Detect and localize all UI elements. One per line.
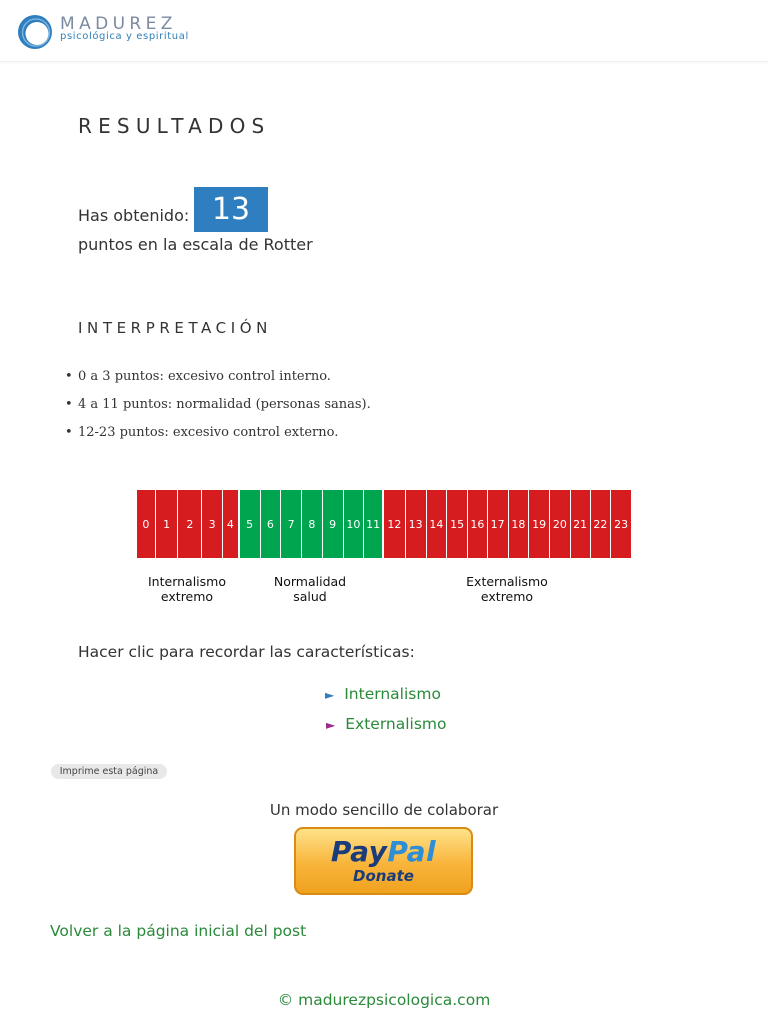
paypal-logo	[296, 837, 471, 867]
paypal-logo-pal: Pal	[387, 835, 437, 868]
scale-cell: 18	[509, 490, 530, 558]
logo-ring-icon[interactable]	[17, 14, 53, 50]
triangle-right-icon: ►	[325, 688, 335, 702]
scale-cell: 3	[202, 490, 223, 558]
list-item-text: 0 a 3 puntos: excesivo control interno.	[78, 369, 331, 384]
collaborate-text: Un modo sencillo de colaborar	[269, 801, 499, 819]
list-item	[62, 425, 371, 453]
back-to-post-link[interactable]: Volver a la página inicial del post	[50, 922, 307, 940]
list-item-text: 12-23 puntos: excesivo control externo.	[78, 425, 339, 440]
list-item-text: 4 a 11 puntos: normalidad (personas sanas).	[78, 397, 371, 412]
toggle-label: Externalismo	[345, 715, 447, 733]
scale-cell: 13	[406, 490, 427, 558]
scale-cell: 14	[427, 490, 448, 558]
list-item	[62, 369, 371, 397]
scale-cell: 20	[550, 490, 571, 558]
scale-cell: 0	[137, 490, 156, 558]
site-header	[0, 0, 768, 62]
scale-cell: 6	[261, 490, 282, 558]
scale-cell: 11	[364, 490, 384, 558]
paypal-logo-pay: Pay	[330, 835, 388, 868]
zone-label-line: salud	[293, 589, 327, 604]
print-page-button[interactable]: Imprime esta página	[51, 764, 167, 779]
scale-cell: 12	[384, 490, 406, 558]
scale-cell: 9	[323, 490, 344, 558]
zone-label-line: Normalidad	[273, 574, 347, 589]
scale-cell: 15	[447, 490, 468, 558]
scale-cell: 21	[571, 490, 591, 558]
interpretation-list	[62, 369, 371, 453]
bullet-icon: •	[65, 425, 73, 440]
paypal-donate-button[interactable]	[294, 827, 473, 895]
scale-cell: 17	[488, 490, 509, 558]
score-suffix: puntos en la escala de Rotter	[78, 235, 313, 254]
scale-cell: 19	[529, 490, 550, 558]
zone-label-line: Externalismo	[466, 574, 548, 589]
scale-cell: 10	[344, 490, 365, 558]
paypal-donate-label: Donate	[353, 867, 414, 885]
bullet-icon: •	[65, 369, 73, 384]
zone-label-line: Internalismo	[148, 574, 226, 589]
results-heading: RESULTADOS	[78, 114, 271, 138]
footer-copyright-link[interactable]: © madurezpsicologica.com	[277, 991, 491, 1009]
list-item	[62, 397, 371, 425]
scale-cell: 1	[156, 490, 179, 558]
scale-cell: 23	[611, 490, 631, 558]
characteristics-hint: Hacer clic para recordar las características:	[78, 643, 415, 661]
scale-cell: 2	[178, 490, 202, 558]
externalism-toggle[interactable]	[326, 715, 447, 733]
interpretation-heading: INTERPRETACIÓN	[78, 319, 272, 337]
scale-cell: 5	[240, 490, 261, 558]
score-label: Has obtenido:	[78, 206, 190, 225]
triangle-right-icon: ►	[326, 718, 336, 732]
scale-cell: 16	[468, 490, 488, 558]
toggle-label: Internalismo	[344, 685, 441, 703]
scale-cell: 22	[591, 490, 612, 558]
scale-cell: 4	[223, 490, 240, 558]
internalism-toggle[interactable]	[325, 685, 441, 703]
zone-label-line: extremo	[160, 589, 214, 604]
score-badge: 13	[194, 187, 268, 232]
zone-label-line: extremo	[480, 589, 534, 604]
scale-cell: 8	[302, 490, 323, 558]
rotter-scale-bar	[137, 490, 631, 558]
zone-label-normality	[239, 574, 381, 604]
scale-cell: 7	[281, 490, 302, 558]
bullet-icon: •	[65, 397, 73, 412]
logo-tagline: psicológica y espiritual	[60, 31, 189, 42]
zone-label-internalism	[137, 574, 237, 604]
zone-label-externalism	[383, 574, 631, 604]
logo-title[interactable]: MADUREZ	[60, 14, 177, 34]
